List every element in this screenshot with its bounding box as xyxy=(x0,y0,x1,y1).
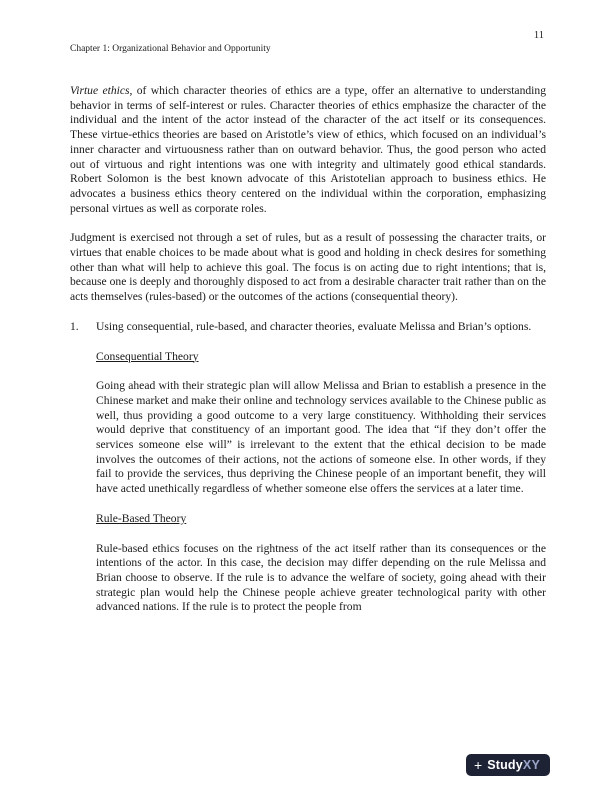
logo-text-xy: XY xyxy=(522,758,540,772)
consequential-theory-paragraph: Going ahead with their strategic plan will allow Melissa and Brian to establish a presence in the Chinese market and make their online and technology services available to the Chinese public as well, thus providing a good outcome to a very large constituency. Withholding their services would deprive that constituency of an important good. The idea that “if they don’t offer the services someone else will” is irrelevant to the extent that the ethical decision to be made involves the outcomes of their actions, not the actions of someone else. In other words, if they fail to provide the services, thus depriving the Chinese people of an important benefit, they will have acted unethically regardless of whether someone else offers the services at a later time. xyxy=(96,379,546,496)
rule-based-theory-heading: Rule-Based Theory xyxy=(96,511,187,525)
consequential-theory-heading: Consequential Theory xyxy=(96,349,199,363)
paragraph-virtue-ethics xyxy=(70,84,546,216)
running-header: Chapter 1: Organizational Behavior and Opportunity xyxy=(70,44,271,54)
consequential-theory-section xyxy=(96,350,546,497)
studyxy-logo-badge xyxy=(466,754,550,776)
list-item-text: Using consequential, rule-based, and character theories, evaluate Melissa and Brian’s options. xyxy=(96,319,532,333)
virtue-ethics-italic-lead: Virtue ethics xyxy=(70,84,130,97)
virtue-ethics-text: , of which character theories of ethics are a type, offer an alternative to understanding behavior in terms of self-interest or rules. Character theories of ethics emphasize the character of the individual and the intent of the actor instead of the character of the act itself or its consequences. These virtue-ethics theories are based on Aristotle’s view of ethics, which focused on an individual’s inner character and virtuousness rather than on outward behavior. Thus, the good person who acted out of virtuous and right intentions was one with integrity and ultimately good ethical standards. Robert Solomon is the best known advocate of this Aristotelian approach to business ethics. He advocates a business ethics theory centered on the individual within the corporation, emphasizing personal virtues as well as corporate roles. xyxy=(70,84,546,215)
numbered-list-item-1 xyxy=(70,320,546,335)
logo-text-study: Study xyxy=(487,758,523,772)
rule-based-theory-section xyxy=(96,512,546,615)
plus-icon: + xyxy=(474,757,483,773)
list-item-number: 1. xyxy=(70,319,79,333)
rule-based-theory-paragraph: Rule-based ethics focuses on the rightness of the act itself rather than its consequences or the intentions of the actor. In this case, the decision may differ depending on the rule Melissa and Brian choose to observe. If the rule is to advance the welfare of society, going ahead with their strategic plan would help the Chinese people achieve greater technological parity with other advanced nations. If the rule is to protect the people from xyxy=(96,541,546,614)
page-number: 11 xyxy=(533,30,544,41)
document-body xyxy=(70,84,546,630)
paragraph-judgment: Judgment is exercised not through a set of rules, but as a result of possessing the character traits, or virtues that enable choices to be made about what is good and holding in check desires for something other than what will help to achieve this goal. The focus is on acting due to right intentions; that is, because one is deeply and thoroughly disposed to act from a desirable character trait rather than on the acts themselves (rules-based) or the outcomes of the actions (consequential theory). xyxy=(70,231,546,304)
